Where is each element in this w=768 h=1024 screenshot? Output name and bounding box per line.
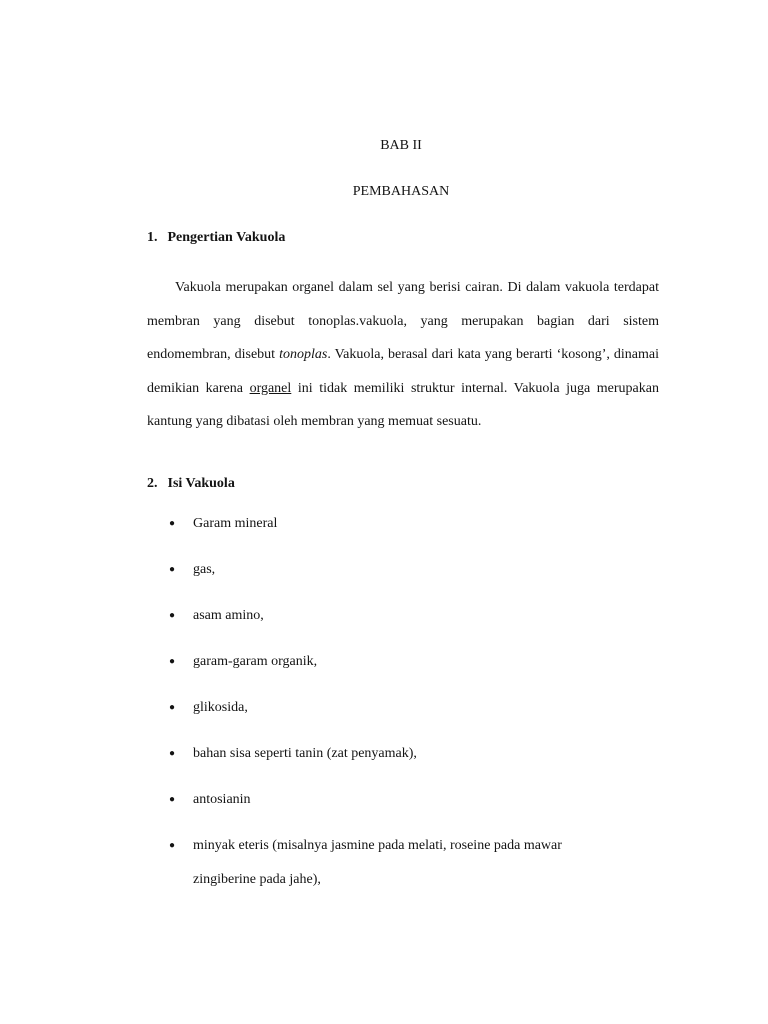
bullet-icon: ● [169,702,176,713]
bullet-icon: ● [169,656,176,667]
section-number: 1. [147,230,158,245]
italic-term: tonoplas [279,347,328,363]
bullet-icon: ● [169,564,176,575]
section-heading-pengertian [147,228,285,248]
paragraph-text: Vakuola merupakan organel dalam sel yang berisi cairan. Di dalam vakuola terdapat membran yang disebut tonoplas.vakuola, yang merupakan bagian dari sistem endomembran, disebut [147,280,659,363]
list-item [147,737,659,771]
list-item-text: minyak eteris (misalnya jasmine pada melati, roseine pada mawar zingiberine pada jahe), [193,838,562,887]
list-item-text: glikosida, [193,700,248,715]
list-item [147,691,659,725]
list-item-text: asam amino, [193,608,264,623]
list-item-text: garam-garam organik, [193,654,318,669]
list-item [147,507,659,541]
chapter-title: PEMBAHASAN [352,184,450,199]
list-item-text: bahan sisa seperti tanin (zat penyamak), [193,746,417,761]
bullet-icon: ● [169,794,176,805]
bullet-icon: ● [169,840,176,851]
paragraph-text: ini tidak memiliki struktur internal. Vakuola juga merupakan kantung yang dibatasi oleh membran yang memuat sesuatu. [147,380,659,430]
chapter-label: BAB II [380,138,422,153]
bullet-icon: ● [169,748,176,759]
section-heading-isi [147,474,235,494]
definition-paragraph [147,271,659,439]
bullet-list [147,507,659,909]
list-item [147,783,659,817]
list-item-text: Garam mineral [193,516,278,531]
bullet-icon: ● [169,518,176,529]
section-number: 2. [147,476,158,491]
bullet-icon: ● [169,610,176,621]
list-item [147,599,659,633]
section-title: Pengertian Vakuola [167,230,286,245]
list-item-text: antosianin [193,792,251,807]
list-item [147,553,659,587]
list-item [147,829,659,897]
section-title: Isi Vakuola [167,476,235,491]
list-item [147,645,659,679]
paragraph-text: . Vakuola, berasal dari kata yang berarti ‘kosong’, dinamai demikian karena [147,347,659,396]
underlined-term: organel [249,380,292,396]
list-item-text: gas, [193,562,216,577]
